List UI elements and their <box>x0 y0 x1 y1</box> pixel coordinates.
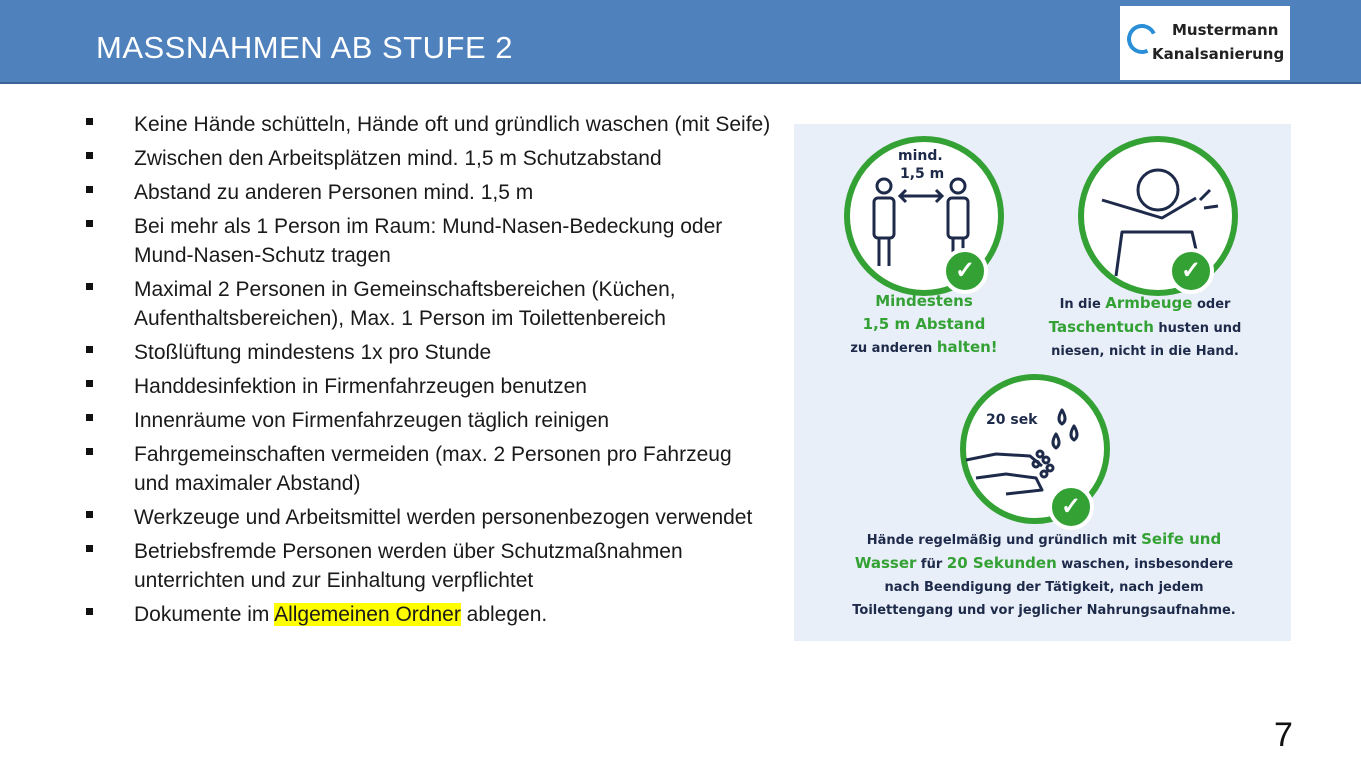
panel1-line2: 1,5 m Abstand <box>862 315 986 333</box>
panel3-line4: Toilettengang und vor jeglicher Nahrungsaufnahme. <box>852 603 1236 618</box>
panel1-line3 <box>824 336 1024 360</box>
list-item-text: Fahrgemeinschaften vermeiden (max. 2 Personen pro Fahrzeug und maximaler Abstand) <box>134 443 732 495</box>
panel3-line2-c: 20 Sekunden <box>946 554 1057 572</box>
list-item <box>86 406 796 435</box>
bullet-icon <box>86 545 93 552</box>
bullet-icon <box>86 448 93 455</box>
check-icon: ✓ <box>1048 484 1094 530</box>
list-item-text: Maximal 2 Personen in Gemeinschaftsbereichen (Küchen, Aufenthaltsbereichen), Max. 1 Person im Toilettenbereich <box>134 278 676 330</box>
distance-label-2: 1,5 m <box>900 166 945 182</box>
list-item <box>86 440 734 498</box>
panel1-line3-a: zu anderen <box>850 341 937 356</box>
panel3-line3: nach Beendigung der Tätigkeit, nach jedem <box>884 580 1204 595</box>
panel1-line1: Mindestens <box>875 292 973 310</box>
list-item <box>86 600 796 629</box>
list-item <box>86 537 794 595</box>
panel1-caption <box>824 290 1024 360</box>
panel2-line1 <box>1040 292 1250 316</box>
panel1-line3-b: halten! <box>936 338 998 356</box>
panel3-line1-b: Seife und <box>1141 530 1222 548</box>
list-item-text: Stoßlüftung mindestens 1x pro Stunde <box>134 341 492 364</box>
timer-label: 20 sek <box>986 412 1038 428</box>
list-item-text: Bei mehr als 1 Person im Raum: Mund-Nasen-Bedeckung oder Mund-Nasen-Schutz tragen <box>134 215 723 267</box>
panel2-line1-c: oder <box>1192 297 1231 312</box>
panel2-line3: niesen, nicht in die Hand. <box>1051 344 1239 359</box>
list-item <box>86 178 796 207</box>
panel2-line1-a: In die <box>1059 297 1106 312</box>
bullet-icon <box>86 346 93 353</box>
panel3-caption <box>814 528 1274 622</box>
list-item <box>86 275 774 333</box>
hygiene-poster <box>794 124 1291 641</box>
highlighted-folder-name: Allgemeinen Ordner <box>274 603 461 626</box>
distance-label-1: mind. <box>898 148 943 164</box>
panel2-line2 <box>1040 316 1250 340</box>
list-item <box>86 110 796 139</box>
panel3-line2 <box>814 552 1274 576</box>
panel3-line2-a: Wasser <box>854 554 917 572</box>
list-item-text: Zwischen den Arbeitsplätzen mind. 1,5 m Schutzabstand <box>134 147 662 170</box>
logo-line-2: Kanalsanierung <box>1152 45 1285 63</box>
check-icon: ✓ <box>942 248 988 294</box>
panel2-caption <box>1040 292 1250 363</box>
list-item-text-after: ablegen. <box>460 603 548 626</box>
list-item-text: Werkzeuge und Arbeitsmittel werden personenbezogen verwendet <box>134 506 753 529</box>
list-item-text: Betriebsfremde Personen werden über Schutzmaßnahmen unterrichten und zur Einhaltung verpflichtet <box>134 540 683 592</box>
panel2-line1-b: Armbeuge <box>1105 294 1193 312</box>
list-item-text: Innenräume von Firmenfahrzeugen täglich reinigen <box>134 409 610 432</box>
panel3-line2-d: waschen, insbesondere <box>1056 557 1234 572</box>
list-item-text: Keine Hände schütteln, Hände oft und gründlich waschen (mit Seife) <box>134 113 771 136</box>
list-item <box>86 503 754 532</box>
panel3-line1 <box>814 528 1274 552</box>
panel3-line2-b: für <box>916 557 947 572</box>
bullet-icon <box>86 283 93 290</box>
bullet-icon <box>86 152 93 159</box>
list-item <box>86 338 796 367</box>
check-icon: ✓ <box>1168 248 1214 294</box>
logo-text <box>1152 18 1284 66</box>
measures-list <box>86 110 796 634</box>
panel2-line2-b: husten und <box>1153 321 1242 336</box>
list-item-text: Abstand zu anderen Personen mind. 1,5 m <box>134 181 534 204</box>
list-item <box>86 372 796 401</box>
bullet-icon <box>86 380 93 387</box>
list-item-text: Handdesinfektion in Firmenfahrzeugen benutzen <box>134 375 587 398</box>
list-item-text-before: Dokumente im <box>134 603 275 626</box>
bullet-icon <box>86 186 93 193</box>
company-logo <box>1120 6 1290 80</box>
list-item <box>86 144 796 173</box>
list-item <box>86 212 754 270</box>
bullet-icon <box>86 414 93 421</box>
bullet-icon <box>86 118 93 125</box>
page-number: 7 <box>1274 716 1293 754</box>
panel3-line1-a: Hände regelmäßig und gründlich mit <box>866 533 1142 548</box>
slide-title: MASSNAHMEN AB STUFE 2 <box>96 30 514 65</box>
slide-header <box>0 0 1361 84</box>
bullet-icon <box>86 220 93 227</box>
list-item-text <box>134 603 547 626</box>
logo-line-1: Mustermann <box>1172 21 1279 39</box>
panel2-line2-a: Taschentuch <box>1048 318 1154 336</box>
bullet-icon <box>86 511 93 518</box>
bullet-icon <box>86 608 93 615</box>
